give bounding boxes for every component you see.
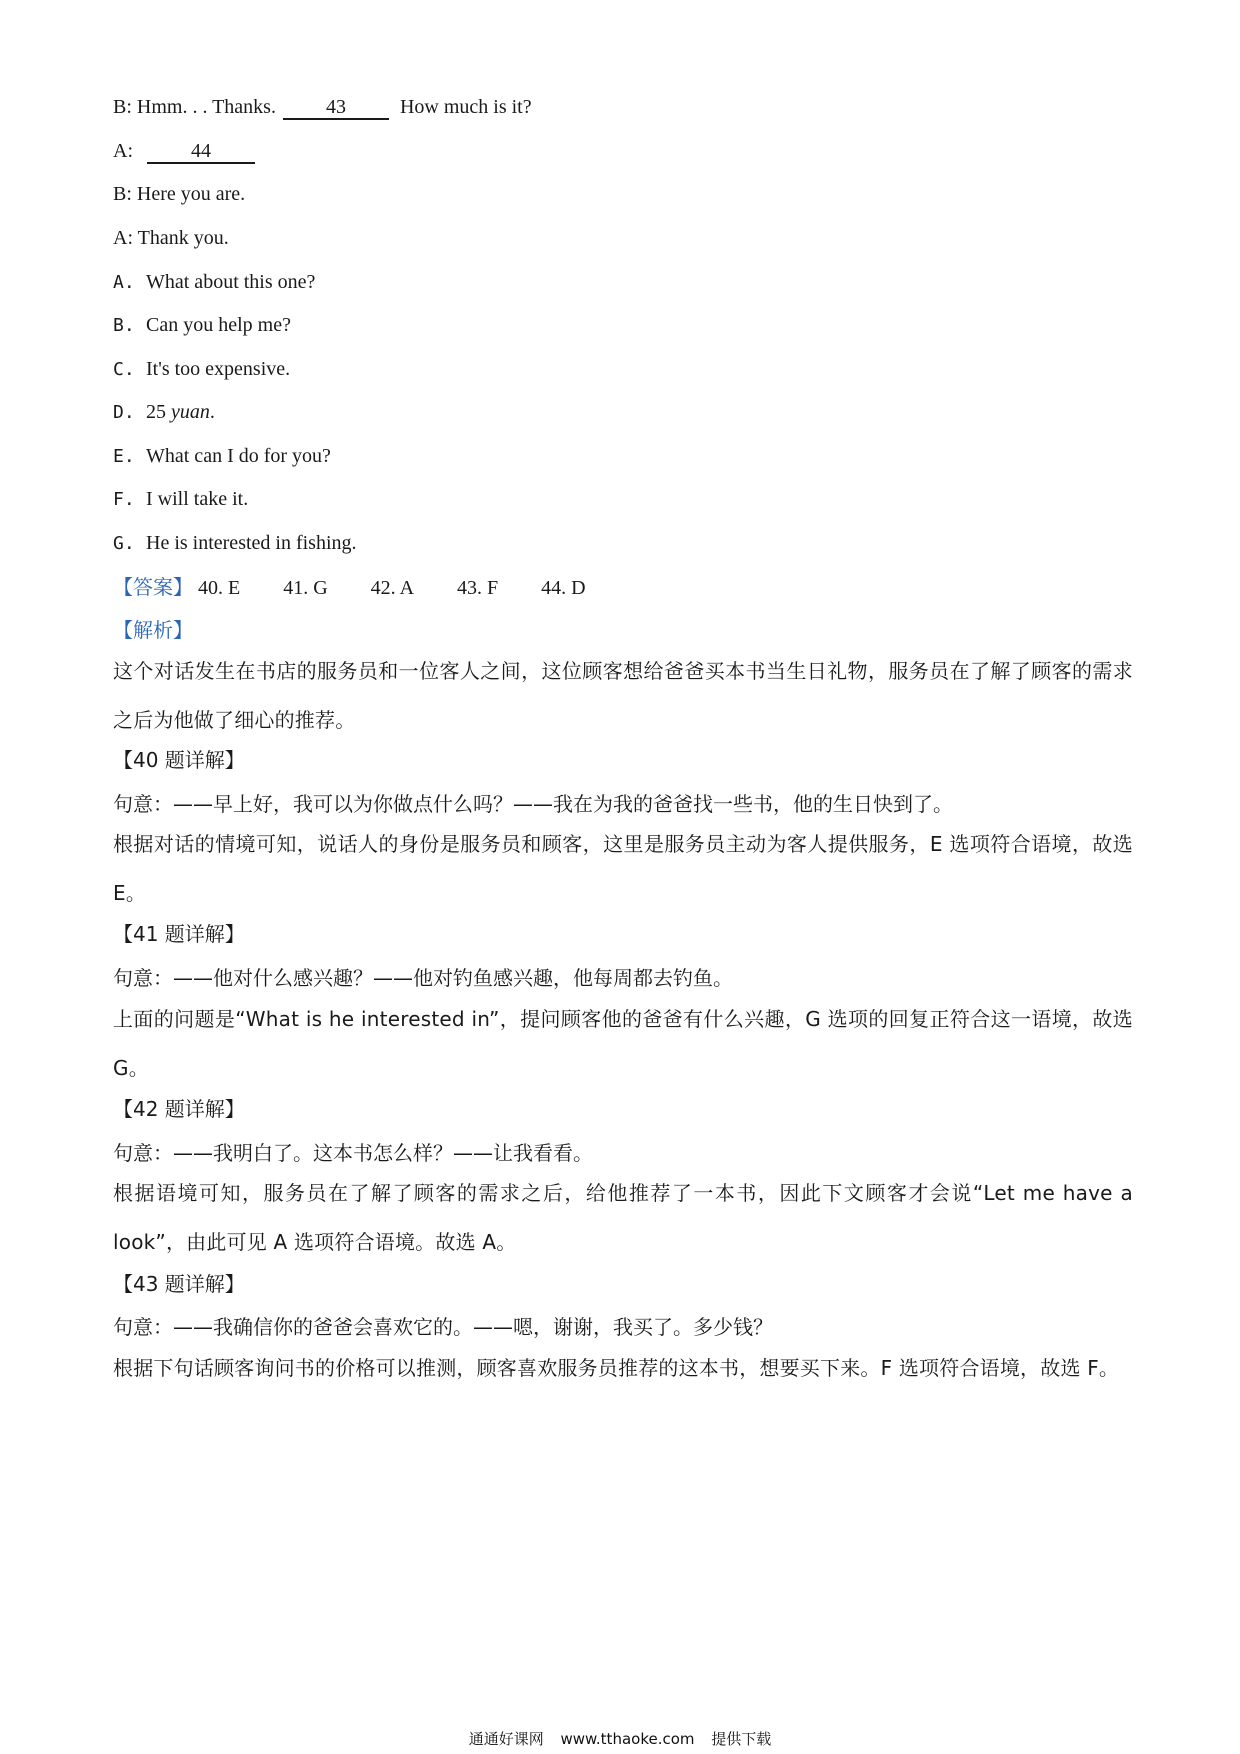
detail-explain-41: 上面的问题是“What is he interested in”，提问顾客他的爸爸有什么兴趣，G 选项的回复正符合这一语境，故选 G。 (113, 1007, 1133, 1080)
detail-explain-40: 根据对话的情境可知，说话人的身份是服务员和顾客，这里是服务员主动为客人提供服务，E 选项符合语境，故选 E。 (113, 832, 1133, 905)
option-b (113, 311, 291, 340)
footer-note: 提供下载 (711, 1730, 772, 1748)
footer-url[interactable]: www.tthaoke.com (560, 1730, 695, 1748)
option-text: 25 (146, 401, 171, 423)
option-letter: E. (113, 446, 135, 467)
option-a (113, 268, 315, 297)
option-text-after: . (209, 401, 215, 423)
dialogue-text: How much is it? (399, 96, 532, 118)
answer-item: 41. G (283, 577, 328, 599)
dialogue-text: B: Hmm. . . Thanks. (113, 96, 276, 118)
detail-explain-43: 根据下句话顾客询问书的价格可以推测，顾客喜欢服务员推荐的这本书，想要买下来。F 选项符合语境，故选 F。 (113, 1356, 1120, 1380)
option-g (113, 529, 357, 558)
option-letter: G. (113, 533, 135, 554)
dialogue-line-a-blank (113, 137, 255, 165)
answer-row (113, 573, 586, 602)
detail-explain-42: 根据语境可知，服务员在了解了顾客的需求之后，给他推荐了一本书，因此下文顾客才会说“Let me have a look”，由此可见 A 选项符合语境。故选 A。 (113, 1181, 1133, 1254)
answer-label: 【答案】 (113, 575, 193, 599)
option-f (113, 485, 248, 514)
analysis-label: 【解析】 (113, 618, 193, 642)
option-letter: F. (113, 489, 135, 510)
detail-meaning-43: 句意：——我确信你的爸爸会喜欢它的。——嗯，谢谢，我买了。多少钱？ (113, 1315, 773, 1339)
footer-site-name: 通通好课网 (468, 1730, 544, 1748)
option-letter: D. (113, 402, 135, 423)
dialogue-line-b-thanks (113, 93, 532, 121)
option-text: He is interested in fishing. (146, 532, 357, 554)
option-text: What can I do for you? (146, 445, 331, 467)
blank-44: 44 (147, 140, 255, 164)
detail-meaning-41: 句意：——他对什么感兴趣？——他对钓鱼感兴趣，他每周都去钓鱼。 (113, 966, 733, 990)
option-c (113, 355, 290, 384)
option-d (113, 398, 215, 427)
detail-meaning-42: 句意：——我明白了。这本书怎么样？——让我看看。 (113, 1141, 593, 1165)
option-text: What about this one? (146, 271, 316, 293)
answer-item: 43. F (457, 577, 499, 599)
option-letter: B. (113, 315, 135, 336)
option-text-italic: yuan (171, 401, 210, 423)
page-footer (0, 1728, 1240, 1749)
answer-item: 40. E (198, 577, 241, 599)
detail-heading-41: 【41 题详解】 (113, 922, 245, 946)
option-e (113, 442, 331, 471)
option-text: I will take it. (146, 488, 249, 510)
detail-heading-42: 【42 题详解】 (113, 1097, 245, 1121)
answer-item: 42. A (370, 577, 415, 599)
detail-meaning-40: 句意：——早上好，我可以为你做点什么吗？——我在为我的爸爸找一些书，他的生日快到了。 (113, 792, 953, 816)
option-text: Can you help me? (146, 314, 291, 336)
detail-heading-40: 【40 题详解】 (113, 748, 245, 772)
option-text: It's too expensive. (146, 358, 291, 380)
intro-paragraph: 这个对话发生在书店的服务员和一位客人之间，这位顾客想给爸爸买本书当生日礼物，服务员在了解了顾客的需求之后为他做了细心的推荐。 (113, 659, 1133, 732)
option-letter: A. (113, 272, 135, 293)
blank-43: 43 (283, 96, 389, 120)
detail-heading-43: 【43 题详解】 (113, 1272, 245, 1296)
dialogue-line-b-here: B: Here you are. (113, 183, 246, 205)
dialogue-text: A: (113, 140, 133, 162)
answer-item: 44. D (541, 577, 586, 599)
dialogue-line-a-thank: A: Thank you. (113, 227, 229, 249)
option-letter: C. (113, 359, 135, 380)
